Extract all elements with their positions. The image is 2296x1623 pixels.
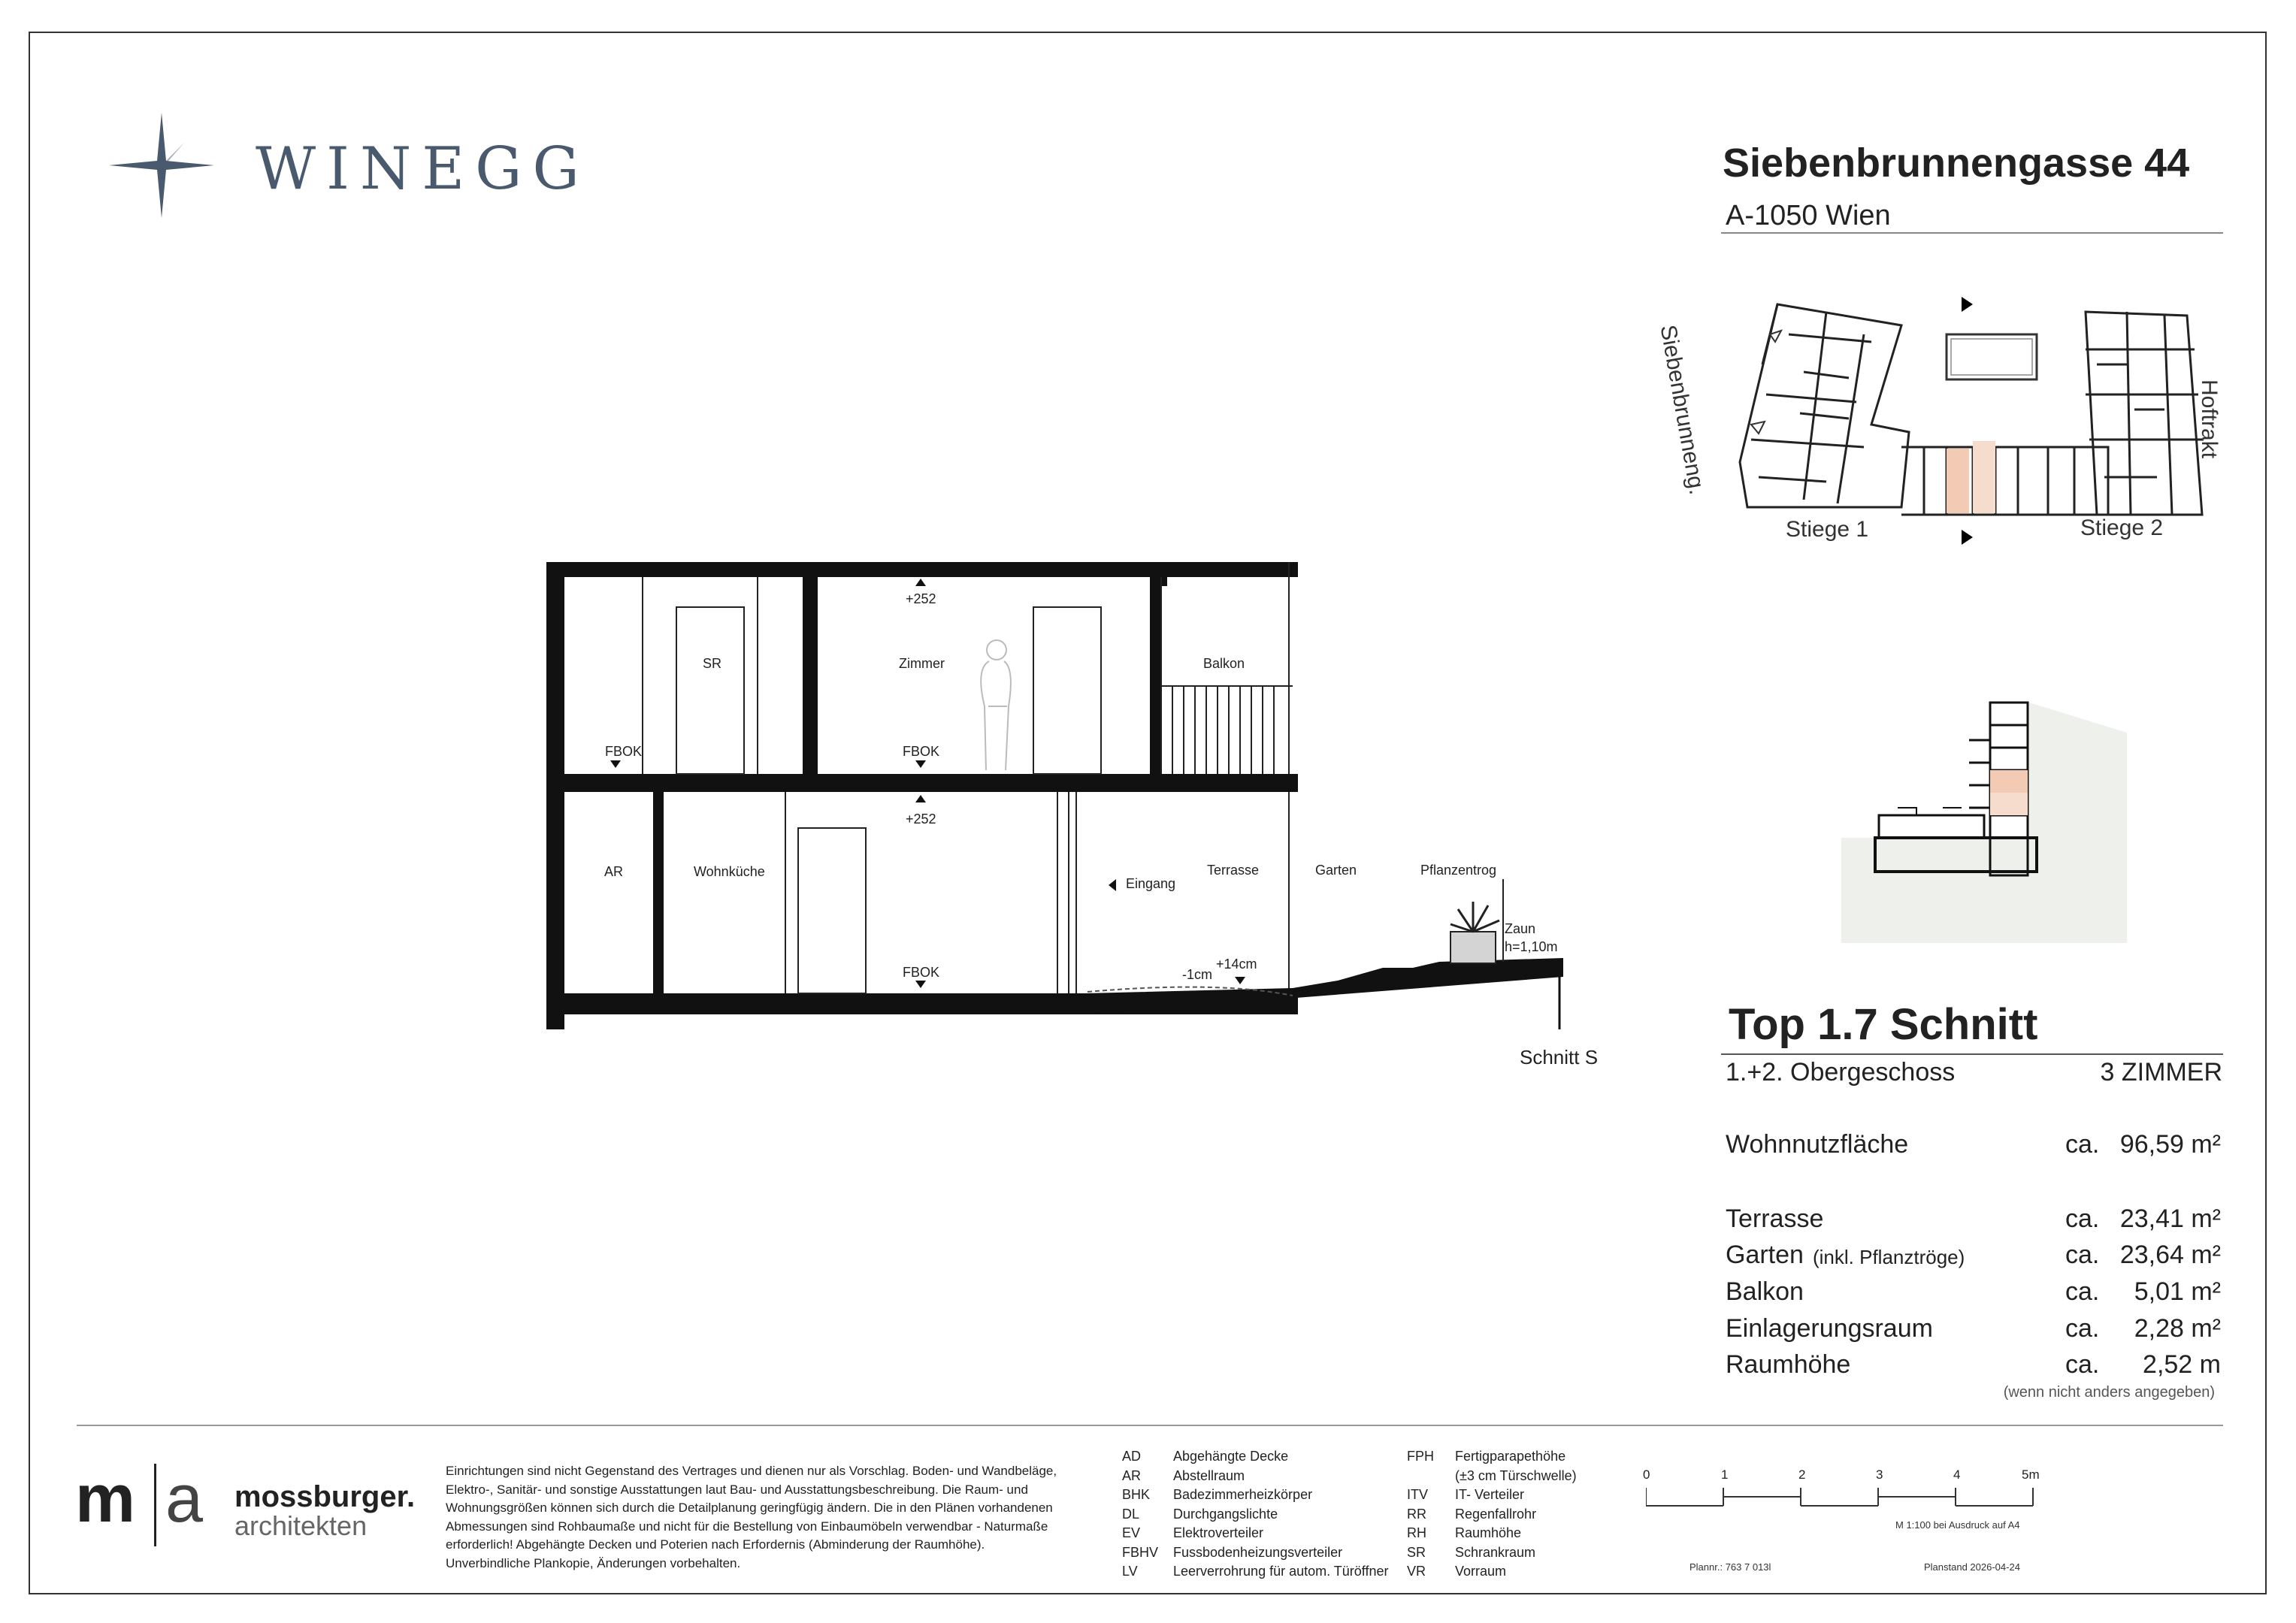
scale-note: M 1:100 bei Ausdruck auf A4 [1895,1519,2020,1531]
address-divider [1721,232,2223,234]
legend-abbr: DL [1122,1506,1140,1522]
legend-text: Abstellraum [1173,1467,1245,1483]
legend-text: Badezimmerheizkörper [1173,1487,1313,1502]
area-note: (wenn nicht anders angegeben) [2003,1384,2215,1401]
legend-abbr: LV [1122,1564,1138,1579]
label-garten: Garten [1315,863,1357,878]
scale-tick-label: 0 [1643,1467,1650,1482]
label-fbok-3: FBOK [903,965,940,980]
legend-text: Fertigparapethöhe [1455,1449,1566,1464]
label-zimmer: Zimmer [899,656,945,671]
legend2-abbr-col [1407,1447,1434,1582]
area-ca: ca. [2065,1130,2100,1159]
legend-text: Abgehängte Decke [1173,1449,1289,1464]
scale-tick-label: 3 [1876,1467,1883,1482]
legend-text: Leerverrohrung für autom. Türöffner [1173,1564,1389,1579]
scale-tick-label: 4 [1953,1467,1961,1482]
legend-abbr: SR [1407,1544,1426,1560]
legend-text: Vorraum [1455,1564,1507,1579]
area-ca: ca. [2065,1241,2100,1269]
legend-abbr: AR [1122,1467,1142,1483]
label-plus14: +14cm [1216,957,1257,972]
keyplan-wing-label: Hoftrakt [2197,379,2222,459]
building-section-diagram [1834,695,2134,951]
area-label: Raumhöhe [1726,1350,1851,1379]
scale-tick-label: 2 [1798,1467,1806,1482]
area-value: 2,52 m [2143,1350,2221,1379]
legend-abbr: BHK [1122,1487,1151,1502]
key-plan [1676,289,2217,549]
legend-abbr: EV [1122,1525,1141,1540]
address-street: Siebenbrunnengasse 44 [1723,141,2190,186]
legend-abbr: AD [1122,1449,1142,1464]
scale-bar [1646,1486,2037,1509]
legend-abbr [1407,1467,1434,1486]
architect-sub: architekten [234,1510,368,1541]
label-wohnkueche: Wohnküche [694,864,765,879]
legend-text: Elektroverteiler [1173,1525,1264,1540]
label-zaun-height: h=1,10m [1505,939,1558,954]
legend-text: Schrankraum [1455,1544,1536,1560]
area-value: 96,59 m² [2119,1130,2221,1159]
scale-tick-label: 1 [1721,1467,1729,1482]
scale-tick-label: 5m [2022,1467,2040,1482]
plan-date: Planstand 2026-04-24 [1924,1561,2020,1573]
area-ca: ca. [2065,1277,2100,1306]
label-ar: AR [604,864,624,879]
architect-name: mossburger. [234,1480,416,1513]
legend-text: Durchgangslichte [1173,1506,1278,1522]
area-value: 5,01 m² [2134,1277,2221,1306]
keyplan-stair1: Stiege 1 [1786,517,1869,542]
area-suffix: (inkl. Pflanztröge) [1813,1246,1965,1268]
legend-abbr-col [1122,1447,1158,1582]
area-value: 23,64 m² [2119,1241,2221,1269]
label-eingang: Eingang [1126,876,1176,891]
keyplan-stair2: Stiege 2 [2080,515,2164,540]
section-caption: Schnitt S [1520,1046,1599,1068]
legend-text: Raumhöhe [1455,1525,1522,1540]
disclaimer: Einrichtungen sind nicht Gegenstand des Vertrages und dienen nur als Vorschlag. Boden- und Wandbeläge, Elektro-, Sanitär- und sonstige Ausstattungen laut Bau- und Ausstattungsbeschreibung. Die Raum- und Wohnungsgrößen können sich durch die Detailplanung geringfügig ändern. Die in den Plänen vorhandenen Abmessungen sind Rohbaumaße und nicht für die Bestellung von Einbaumöbeln verwendbar - Naturmaße erforderlich! Abgehängte Decken und Poterien nach Erfordernis (Abminderung der Raumhöhe). Unverbindliche Plankopie, Änderungen vorbehalten. [446,1464,1057,1570]
label-minus1: -1cm [1182,967,1212,982]
legend2-text-col [1455,1447,1577,1582]
label-zaun: Zaun [1505,921,1536,936]
address-city: A-1050 Wien [1726,200,1891,231]
legend-abbr: ITV [1407,1487,1429,1502]
area-value: 23,41 m² [2119,1204,2221,1233]
label-terrasse: Terrasse [1207,863,1260,878]
label-height-upper: +252 [906,591,936,606]
title-divider [1721,1053,2223,1055]
highlight-unit [1947,449,1969,513]
legend-text-col [1173,1447,1389,1582]
label-pflanzentrog: Pflanzentrog [1420,863,1497,878]
keyplan-street-label: Siebenbrunneng. [1655,323,1710,497]
unit-rooms: 3 ZIMMER [2100,1058,2222,1087]
legend-abbr: VR [1407,1564,1426,1579]
legend-abbr: FPH [1407,1449,1434,1464]
label-fbok-2: FBOK [903,744,940,759]
area-value: 2,28 m² [2134,1314,2221,1343]
section-drawing [541,556,1593,1052]
legend-abbr: RR [1407,1506,1426,1522]
area-ca: ca. [2065,1350,2100,1379]
label-height-lower: +252 [906,812,936,827]
label-balkon: Balkon [1203,656,1245,671]
architect-logo-m: m [75,1461,136,1537]
unit-title: Top 1.7 Schnitt [1729,1000,2038,1049]
legend-abbr: FBHV [1122,1544,1159,1560]
legend-text: Regenfallrohr [1455,1506,1537,1522]
legend-text: (±3 cm Türschwelle) [1455,1467,1577,1483]
area-label: Einlagerungsraum [1726,1314,1933,1343]
legend-abbr: RH [1407,1525,1426,1540]
compass-star-logo-icon [109,113,214,218]
area-label: Garten [1726,1241,1804,1269]
legend-text: IT- Verteiler [1455,1487,1525,1502]
label-sr: SR [703,656,722,671]
architect-logo-a: a [165,1461,204,1537]
area-ca: ca. [2065,1204,2100,1233]
label-fbok-1: FBOK [605,744,643,759]
area-ca: ca. [2065,1314,2100,1343]
area-label: Terrasse [1726,1204,1824,1233]
legend-text: Fussbodenheizungsverteiler [1173,1544,1343,1560]
unit-floor: 1.+2. Obergeschoss [1726,1058,1956,1087]
logo-divider [154,1464,156,1546]
brand-name: WINEGG [256,135,590,203]
area-label: Wohnnutzfläche [1726,1130,1909,1159]
plan-number: Plannr.: 763 7 013l [1689,1561,1771,1573]
footer-divider [77,1425,2223,1426]
area-label: Balkon [1726,1277,1804,1306]
